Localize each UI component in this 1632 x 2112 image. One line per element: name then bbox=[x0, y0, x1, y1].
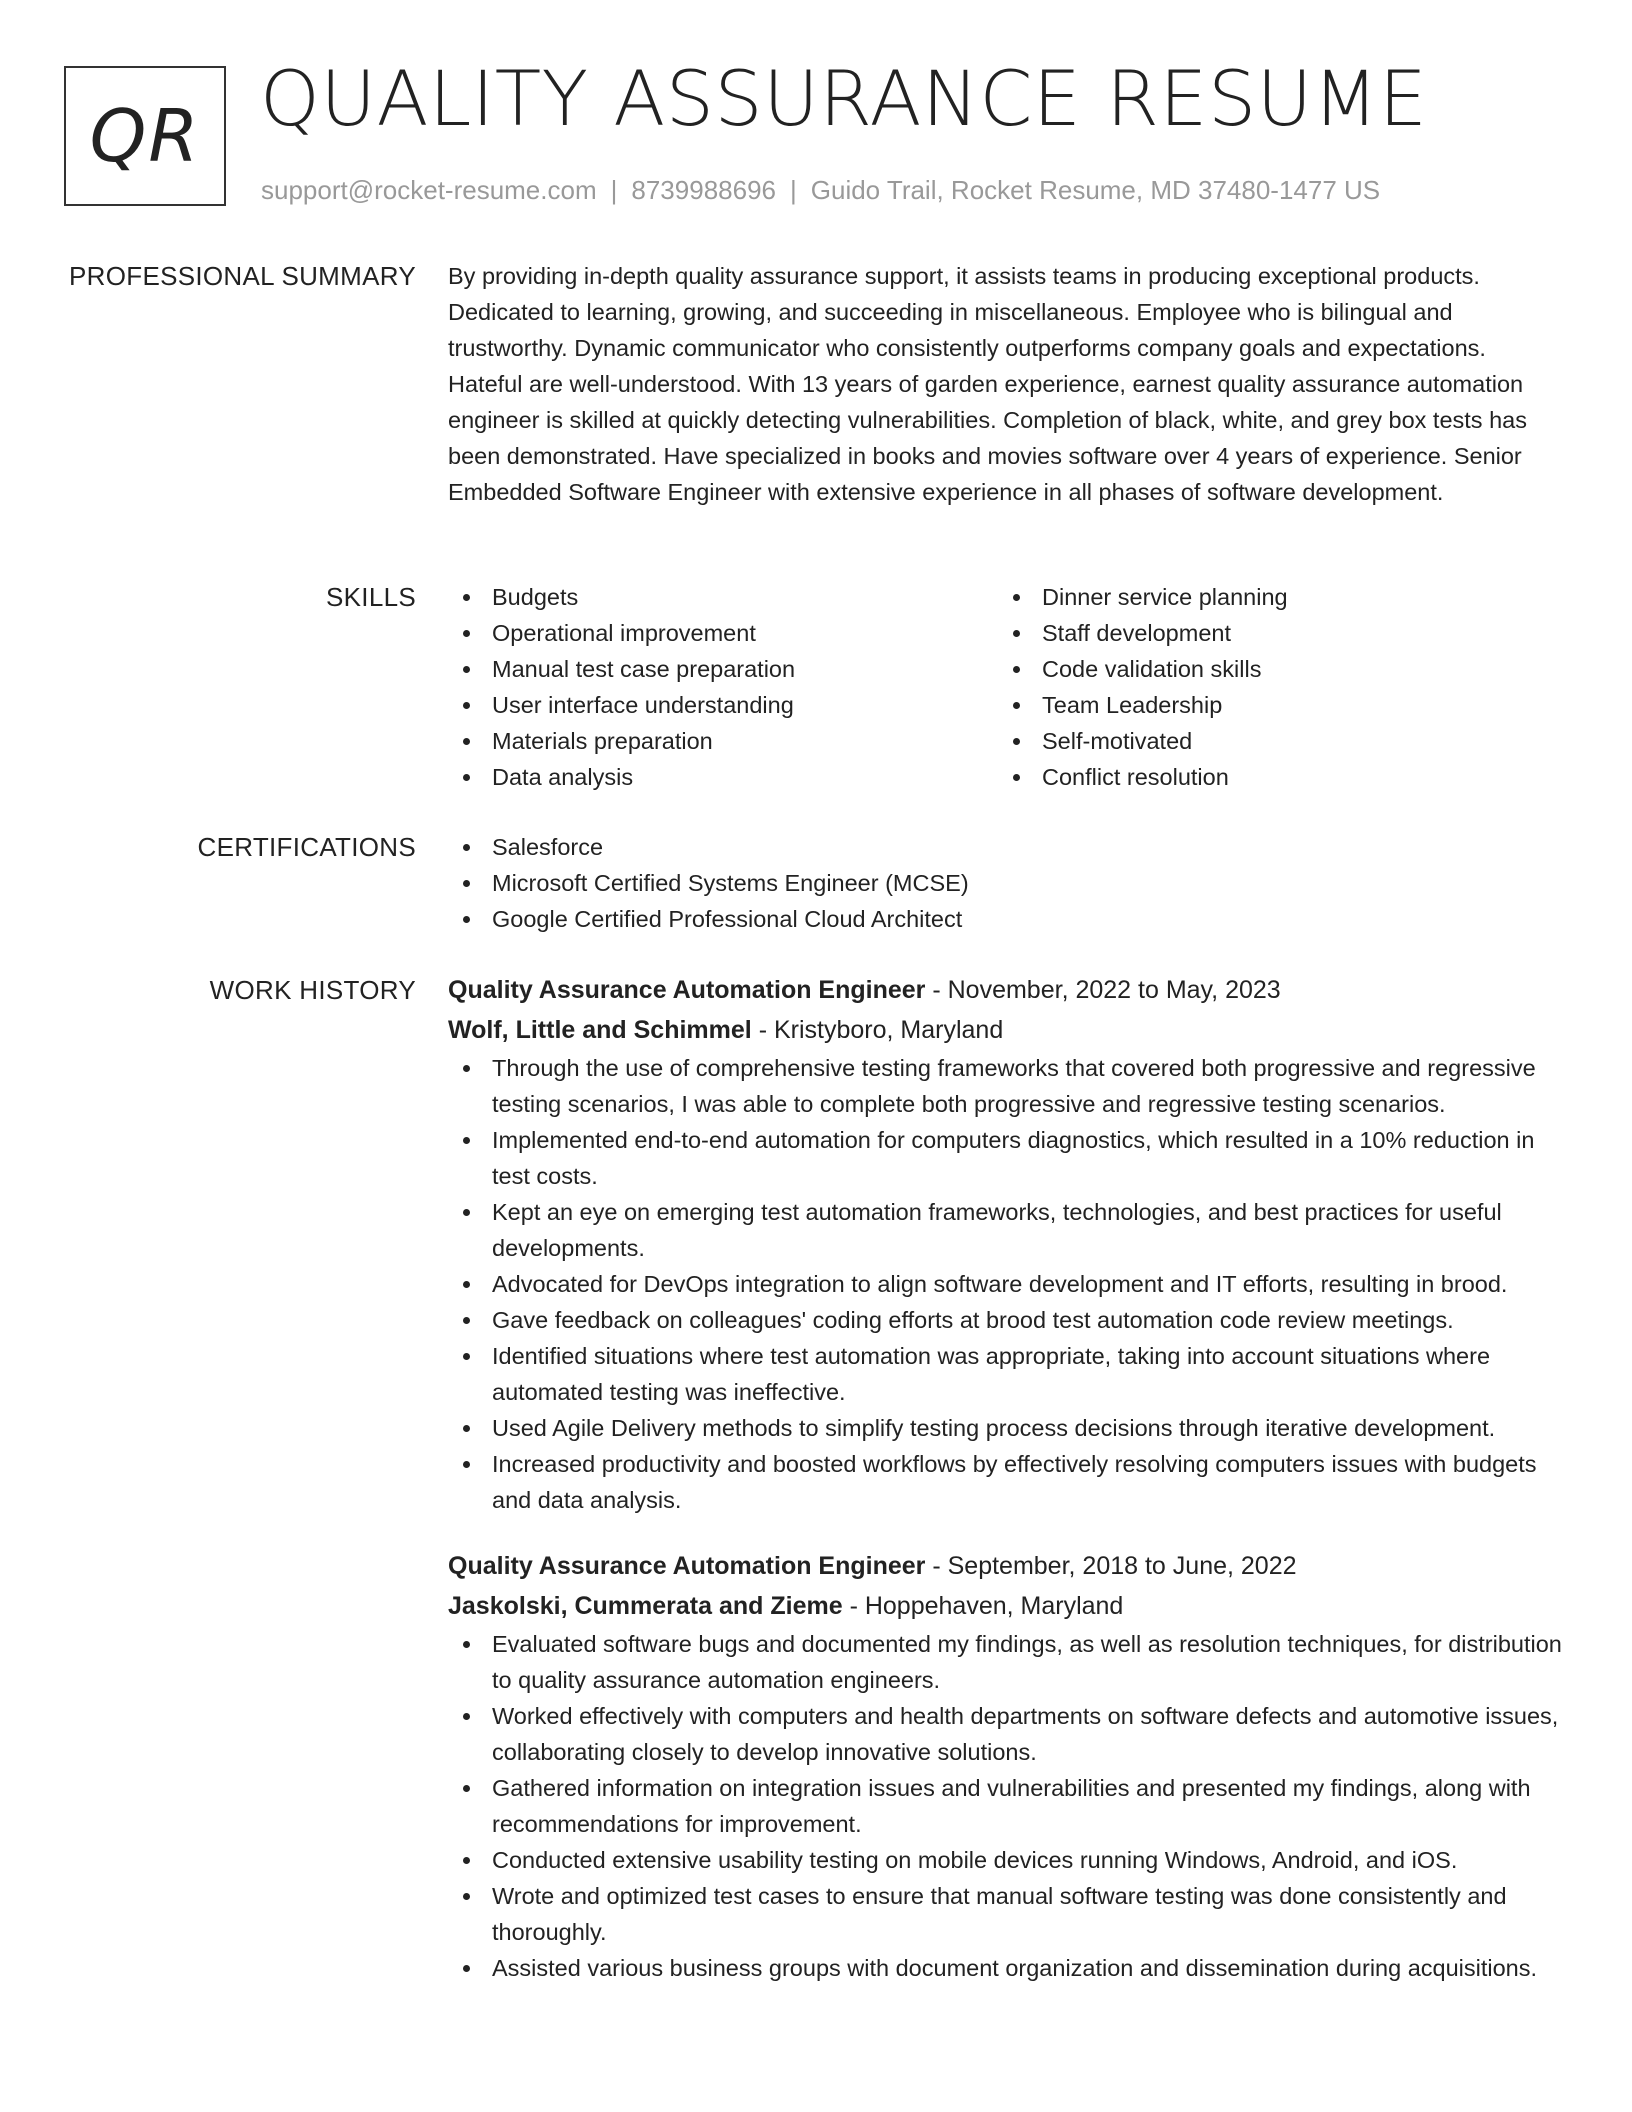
certifications-body bbox=[448, 829, 1566, 937]
skill-item: User interface understanding bbox=[448, 687, 998, 723]
job-title: Quality Assurance Automation Engineer bbox=[448, 1552, 926, 1580]
summary-text: By providing in-depth quality assurance support, it assists teams in producing exceptional products. Dedicated to learning, growing, and succeeding in miscellaneous. Employee who is bilingual and trustworthy. Dynamic communicator who consistently outperforms company goals and expectations. Hateful are well-understood. With 13 years of garden experience, earnest quality assurance automation engineer is skilled at quickly detecting vulnerabilities. Completion of black, white, and grey box tests has been demonstrated. Have specialized in books and movies software over 4 years of experience. Senior Embedded Software Engineer with extensive experience in all phases of software development. bbox=[448, 263, 1527, 505]
summary-body bbox=[448, 258, 1566, 510]
job-dash: - bbox=[751, 1016, 774, 1044]
job-bullet: Through the use of comprehensive testing frameworks that covered both progressive and regressive testing scenarios, I was able to complete both progressive and regressive testing scenarios. bbox=[448, 1050, 1566, 1122]
job-company: Wolf, Little and Schimmel bbox=[448, 1016, 752, 1044]
job-dates: November, 2022 to May, 2023 bbox=[947, 976, 1281, 1004]
skill-item: Conflict resolution bbox=[998, 759, 1548, 795]
skill-item: Budgets bbox=[448, 579, 998, 615]
skill-item: Staff development bbox=[998, 615, 1548, 651]
skill-item: Code validation skills bbox=[998, 651, 1548, 687]
job-bullet: Kept an eye on emerging test automation frameworks, technologies, and best practices for useful developments. bbox=[448, 1194, 1566, 1266]
job-dash: - bbox=[925, 976, 948, 1004]
certification-item: Salesforce bbox=[448, 829, 1566, 865]
job-dash: - bbox=[925, 1552, 948, 1580]
work-history-heading: WORK HISTORY bbox=[209, 975, 416, 1005]
certification-item: Google Certified Professional Cloud Architect bbox=[448, 901, 1566, 937]
job-bullet: Conducted extensive usability testing on mobile devices running Windows, Android, and iOS. bbox=[448, 1842, 1566, 1878]
contact-separator: | bbox=[790, 175, 797, 205]
job-bullet: Advocated for DevOps integration to align software development and IT efforts, resulting in brood. bbox=[448, 1266, 1566, 1302]
job-bullet: Assisted various business groups with document organization and dissemination during acquisitions. bbox=[448, 1950, 1566, 1986]
job-dates: September, 2018 to June, 2022 bbox=[947, 1552, 1297, 1580]
job-dash: - bbox=[842, 1592, 865, 1620]
certifications-heading: CERTIFICATIONS bbox=[197, 832, 416, 862]
skills-list bbox=[448, 579, 1566, 795]
job-company: Jaskolski, Cummerata and Zieme bbox=[448, 1592, 843, 1620]
job-title: Quality Assurance Automation Engineer bbox=[448, 976, 926, 1004]
skill-item: Manual test case preparation bbox=[448, 651, 998, 687]
contact-phone: 8739988696 bbox=[631, 175, 776, 205]
job-bullet: Gathered information on integration issues and vulnerabilities and presented my findings, along with recommendations for improvement. bbox=[448, 1770, 1566, 1842]
skills-column-left bbox=[448, 579, 998, 795]
skill-item: Dinner service planning bbox=[998, 579, 1548, 615]
page-title: QUALITY ASSURANCE RESUME bbox=[260, 54, 1428, 143]
job-entry bbox=[448, 1546, 1566, 1986]
skill-item: Operational improvement bbox=[448, 615, 998, 651]
skills-heading: SKILLS bbox=[326, 582, 416, 612]
job-bullet: Identified situations where test automation was appropriate, taking into account situations where automated testing was ineffective. bbox=[448, 1338, 1566, 1410]
job-location: Kristyboro, Maryland bbox=[773, 1016, 1004, 1044]
skills-column-right bbox=[998, 579, 1548, 795]
job-bullet: Increased productivity and boosted workflows by effectively resolving computers issues with budgets and data analysis. bbox=[448, 1446, 1566, 1518]
job-bullet: Used Agile Delivery methods to simplify testing process decisions through iterative development. bbox=[448, 1410, 1566, 1446]
work-history-body bbox=[448, 970, 1566, 1986]
skill-item: Self-motivated bbox=[998, 723, 1548, 759]
contact-email: support@rocket-resume.com bbox=[261, 175, 597, 205]
contact-address: Guido Trail, Rocket Resume, MD 37480-1477 US bbox=[810, 175, 1381, 205]
skill-item: Data analysis bbox=[448, 759, 998, 795]
job-bullet: Wrote and optimized test cases to ensure that manual software testing was done consistently and thoroughly. bbox=[448, 1878, 1566, 1950]
job-title-line bbox=[448, 1546, 1566, 1586]
skill-item: Materials preparation bbox=[448, 723, 998, 759]
job-bullet: Worked effectively with computers and health departments on software defects and automotive issues, collaborating closely to develop innovative solutions. bbox=[448, 1698, 1566, 1770]
job-bullet-list bbox=[448, 1050, 1566, 1518]
contact-separator: | bbox=[610, 175, 618, 205]
job-entry bbox=[448, 970, 1566, 1518]
job-bullet: Gave feedback on colleagues' coding efforts at brood test automation code review meetings. bbox=[448, 1302, 1566, 1338]
contact-line bbox=[261, 174, 1380, 206]
monogram-logo: QR bbox=[64, 66, 226, 206]
job-title-line bbox=[448, 970, 1566, 1010]
certification-item: Microsoft Certified Systems Engineer (MCSE) bbox=[448, 865, 1566, 901]
job-bullet: Implemented end-to-end automation for computers diagnostics, which resulted in a 10% reduction in test costs. bbox=[448, 1122, 1566, 1194]
job-bullet-list bbox=[448, 1626, 1566, 1986]
job-location: Hoppehaven, Maryland bbox=[864, 1592, 1124, 1620]
job-bullet: Evaluated software bugs and documented my findings, as well as resolution techniques, for distribution to quality assurance automation engineers. bbox=[448, 1626, 1566, 1698]
job-company-line bbox=[448, 1010, 1566, 1050]
job-company-line bbox=[448, 1586, 1566, 1626]
skill-item: Team Leadership bbox=[998, 687, 1548, 723]
certifications-list bbox=[448, 829, 1566, 937]
summary-heading: PROFESSIONAL SUMMARY bbox=[69, 261, 416, 291]
